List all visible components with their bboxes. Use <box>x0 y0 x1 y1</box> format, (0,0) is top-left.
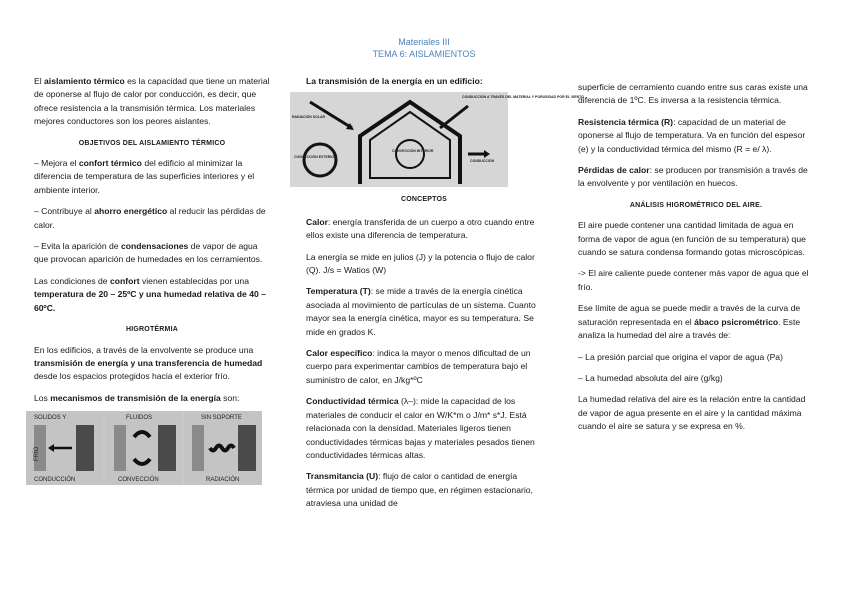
cold-text-1: FRÍO <box>34 446 40 462</box>
cold-block-2 <box>114 425 126 471</box>
building-transmission-figure <box>290 92 584 187</box>
air-capacity-paragraph: El aire puede contener una cantidad limitada de agua en forma de vapor de agua (en función de su temperatura) que cuando se satura condensa formando gotas microscópicas. <box>578 220 806 258</box>
objective-2: – Contribuye al ahorro energético al reducir las pérdidas de calor. <box>34 206 266 230</box>
column-3 <box>578 81 814 442</box>
hot-air-paragraph: -> El aire caliente puede contener más vapor de agua que el frío. <box>578 268 809 292</box>
column-2 <box>292 75 584 519</box>
thermal-resistance-definition: Resistencia térmica (R): capacidad de un material de oponerse al flujo de temperatura. Va en función del espesor (e) y la conductividad térmica del mismo (R = e/ λ). <box>578 116 806 154</box>
conduction-label-2: CONDUCCIÓN <box>470 159 495 164</box>
interior-label: CONVECCIÓN INTERIOR <box>392 149 434 154</box>
conduction-material-label: CONDUCCIÓN A TRAVÉS DEL MATERIAL Y PORUSIDAD POR EL VIENTO <box>462 95 584 100</box>
solar-label: RADIACIÓN SOLAR <box>292 115 326 120</box>
specific-heat-definition: Calor específico: indica la mayor o menos dificultad de un cuerpo para experimentar cambios de temperatura bajo el suministro de calor, en J/kg*ºC <box>306 348 531 385</box>
course-title: Materiales III <box>398 37 450 47</box>
no-support-label: SIN SOPORTE <box>201 415 242 422</box>
column-1 <box>34 75 270 485</box>
intro-paragraph: El aislamiento térmico es la capacidad que tiene un material de oponerse al flujo de calor por conducción, es decir, que ofrece resistencia a la transmisión térmica. Los materiales mejores conductores son los peores aislantes. <box>34 76 270 127</box>
objective-3: – Evita la aparición de condensaciones de vapor de agua que provocan aparición de humedades en los cerramientos. <box>34 241 263 265</box>
hot-block-3 <box>238 425 256 471</box>
hygrothermal-heading: HIGROTÉRMIA <box>126 326 178 334</box>
objective-1: – Mejora el confort térmico del edificio al minimizar la diferencia de temperatura de las superficies interiores y el ambiente interior. <box>34 158 255 195</box>
solids-label: SOLIDOS Y <box>34 415 67 422</box>
cold-block-3 <box>192 425 204 471</box>
objectives-heading: OBJETIVOS DEL AISLAMIENTO TÉRMICO <box>78 139 226 147</box>
conduction-label: CONDUCCIÓN <box>34 477 76 484</box>
energy-units: La energía se mide en julios (J) y la potencia o flujo de calor (Q). J/s = Watios (W) <box>306 251 535 276</box>
saturation-limit-paragraph: Ese límite de agua se puede medir a través de la curva de saturación representada en el ábaco psicrométrico. Este analiza la humedad del aire a través de: <box>578 303 801 341</box>
building-transmission-title: La transmisión de la energía en un edificio: <box>306 76 483 86</box>
concepts-heading: CONCEPTOS <box>400 196 447 204</box>
building-transmission-svg <box>290 92 584 187</box>
temperature-definition: Temperatura (T): se mide a través de la energía cinética asociada al movimiento de partículas de un sistema. Cuanto mayor sea la energía cinética, mayor es su temperatura. Se mide en grados K. <box>306 286 536 337</box>
partial-pressure-item: – La presión parcial que origina el vapor de agua (Pa) <box>578 351 783 362</box>
heat-loss-definition: Pérdidas de calor: se producen por transmisión a través de la envolvente y por ventilación en huecos. <box>578 165 808 189</box>
transmission-mechanisms-svg <box>26 411 262 485</box>
hygrometric-analysis-heading: ANÁLISIS HIGROMÉTRICO DEL AIRE. <box>629 201 763 209</box>
hygrothermal-paragraph: En los edificios, a través de la envolvente se produce una transmisión de energía y una transferencia de humedad desde los espacios protegidos hacia el exterior frío. <box>34 344 263 382</box>
comfort-paragraph: Las condiciones de confort vienen establecidas por una temperatura de 20 – 25ºC y una humedad relativa de 40 – 60ºC. <box>34 275 266 313</box>
hot-block-1 <box>76 425 94 471</box>
thermal-conductivity-definition: Conductividad térmica (λ–): mide la capacidad de los materiales de conducir el calor en W/K*m o J/m* s*J. Está relacionada con la densidad. Materiales ligeros tienen conductividades térmicas bajas y materiales pesados tienen conductividades térmicas altas. <box>306 396 535 460</box>
exterior-label: CONVECCIÓN EXTERIOR <box>294 155 337 160</box>
topic-title: TEMA 6: AISLAMIENTOS <box>372 49 476 59</box>
convection-label: CONVECCIÓN <box>118 477 159 484</box>
mechanisms-intro: Los mecanismos de transmisión de la energía son: <box>34 392 240 403</box>
transmission-mechanisms-figure <box>26 411 262 485</box>
absolute-humidity-item: – La humedad absoluta del aire (g/kg) <box>578 372 723 383</box>
transmittance-definition: Transmitancia (U): flujo de calor o cantidad de energía térmica por unidad de tiempo que, en régimen estacionario, atraviesa una unidad de <box>306 471 533 509</box>
radiation-label: RADIACIÓN <box>206 477 240 484</box>
heat-definition: Calor: energía transferida de un cuerpo a otro cuando entre ellos existe una diferencia de temperatura. <box>306 216 535 241</box>
fluids-label: FLUIDOS <box>126 415 153 422</box>
hot-block-2 <box>158 425 176 471</box>
transmittance-continued: superficie de cerramiento cuando entre sus caras existe una diferencia de 1ºC. Es inversa a la resistencia térmica. <box>578 82 808 106</box>
relative-humidity-paragraph: La humedad relativa del aire es la relación entre la cantidad de vapor de agua presente en el aire y la cantidad máxima cuando el aire se satura y se expresa en %. <box>578 394 806 432</box>
